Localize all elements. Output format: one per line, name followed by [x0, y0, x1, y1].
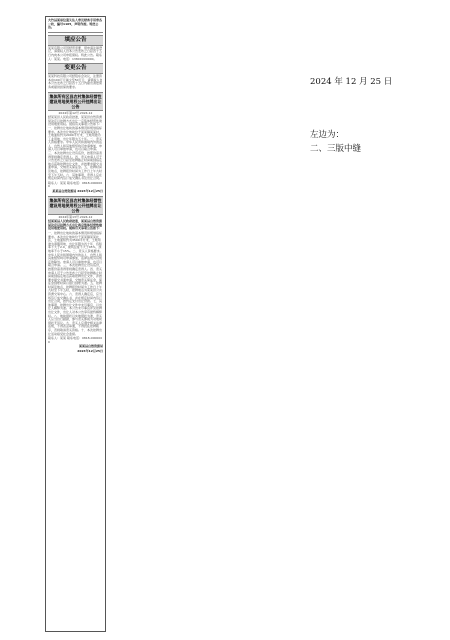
- intro-text: 大竹县某单位遗失法人章及财务专用章各一枚，编号1105，声明作废。特此公告。: [48, 18, 103, 30]
- notice-title-box: [48, 92, 103, 111]
- notice-body: 经某某县人民政府批准，某某县自然资源局决定以挂牌方式出让一宗集体经营性建设用地使用权。现将有关事项公告如下：一、挂牌出让地块的基本情况和规划指标要求。本次出让地块位于某某镇某某村，土地面积约为2000平方米，土地用途为工业用地，出让年限为五十年。二、竞买人资格要求。中华人民共和国境内外的法人、自然人和其他组织均可申请参加，申请人可以单独申请，也可以联合申请。三、本次挂牌出让设有底价，按照价高者得原则确定竞得人。四、竞买申请人可于公告发布之日起至挂牌截止时间前到指定地点获取挂牌出让文件，并按要求提交书面申请，交纳竞买保证金。五、挂牌时间及地点，挂牌报价时间为工作日上午九时至下午五时。六、其他事项，竞得人应在规定时间内签订成交确认书及出让合同。: [48, 115, 103, 181]
- edition-position-value: 二、三版中缝: [310, 144, 362, 154]
- newspaper-column-strip: [45, 16, 106, 632]
- notice-contact: 联系人：某某 联系电话：0818-0000000: [48, 336, 103, 344]
- notice-title: 集体所有区县农村集体经营性建设用地使用权公开挂牌出让公告: [49, 93, 102, 109]
- notice-title: 变更公告: [64, 65, 87, 72]
- notice-reference: 2024年第13号·2024-12: [58, 214, 93, 219]
- notice-body: 一、挂牌出让地块的基本情况和规划指标要求。本次出让地块位于某某镇某某社区，土地面积约为3500平方米，土地用途为商服用地，出让年限为四十年，容积率不大于2.0，建筑密度不大于45%，绿地率不小于15%。二、竞买人资格要求。中华人民共和国境内外的法人、自然人和其他组织均可申请参加，法律法规另有规定的除外。申请人可以单独申请，也可以联合申请。三、本次挂牌出让设有底价，按照价高者得原则确定竞得人。四、竞买申请人可于公告发布之日起至挂牌截止时间前到指定地点获取挂牌出让文件，并按要求提交书面申请，交纳竞买保证金，保证金到账时间以银行到账为准。五、挂牌时间及地点，挂牌报价时间为工作日上午九时至下午五时，挂牌地点为某某县公共资源交易中心。六、竞得人确定后，应当场签订成交确认书，并在规定时间内签订出让合同，按约定支付出让价款。七、其他事项，挂牌出让文件中未尽事宜，以出让人解释为准。本公告未尽事宜详见挂牌出让文件，出让人对本公告享有最终解释权。八、地块现状以实地现状为准，竞买人应当自行踏勘，参与竞买即视为对地块现状无异议。九、竞买人应遵守相关法律法规，不得恶意串通，不得扰乱挂牌秩序，否则取消竞买资格。十、本次挂牌出让活动接受社会监督。: [48, 230, 103, 336]
- notice-footer: 某某县自然资源局: [78, 344, 103, 349]
- notice-contact: 联系人：某某 联系电话：0818-0000000: [48, 180, 103, 189]
- notice-title-box: [48, 63, 103, 74]
- notice-footer-date: 2024年12月25日: [77, 348, 103, 353]
- divider: [48, 32, 103, 33]
- notice-footer: 某某县自然资源局 2024年12月25日: [52, 189, 103, 193]
- notice-title: 填应公告: [64, 36, 87, 43]
- notice-body: 某某有限公司因经营需要，现申请注销登记，请债权人自本公告发布之日起四十五日内向本公司申报债权。特此公告。联系人：某某。电话：138XXXX0000。: [48, 45, 103, 61]
- edition-position-label: 左边为：: [310, 130, 345, 140]
- notice-title-box: [48, 35, 103, 46]
- notice-lead: 经某某县人民政府批准，某某县自然资源局决定以挂牌方式出让两宗集体经营性建设用地使用权。现将有关事项公告如下：: [48, 219, 103, 231]
- notice-title: 集体所有区县农村集体经营性建设用地使用权公开挂牌出让公告: [49, 197, 102, 213]
- notice-body: 某某科技有限公司经股东会决议，注册资本由100万元减少至50万元，请债权人自本公告发布之日起四十五日内提出清偿债务或提供担保的要求。: [48, 74, 103, 89]
- notice-reference: 2024年第12号·2024-12: [58, 110, 93, 115]
- notice-title-box: [48, 196, 103, 215]
- publication-date: 2024 年 12 月 25 日: [310, 77, 393, 87]
